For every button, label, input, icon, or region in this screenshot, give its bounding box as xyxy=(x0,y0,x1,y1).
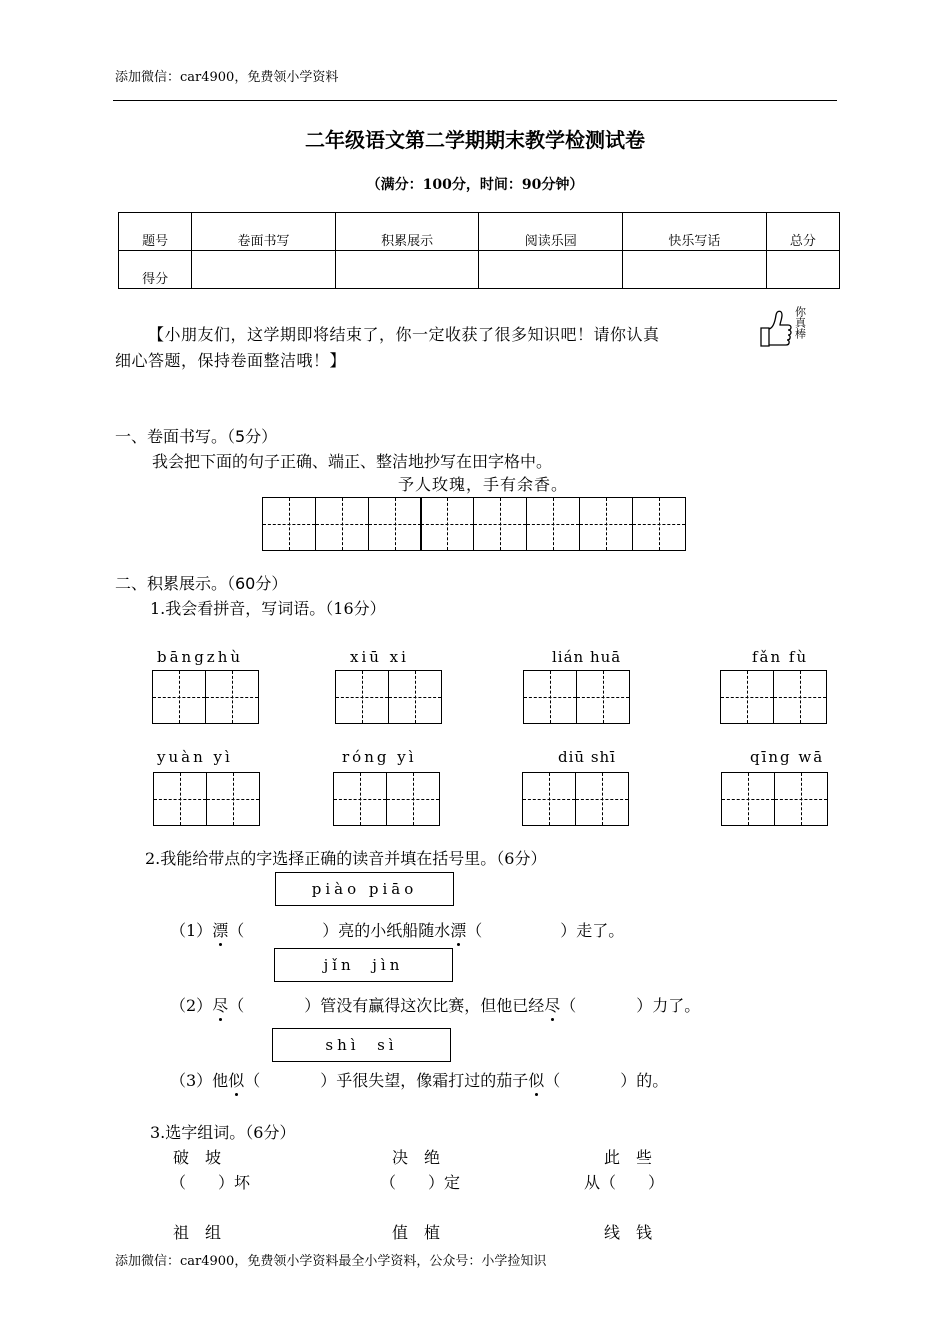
pinyin-label: qīng wā xyxy=(750,748,825,766)
q2-part: ）走了。 xyxy=(560,921,625,940)
pinyin-label: fǎn fù xyxy=(752,648,809,666)
word-grid[interactable] xyxy=(153,772,259,826)
q3-chars: 线 钱 xyxy=(604,1223,653,1242)
tianzi-cell[interactable] xyxy=(368,497,422,551)
page-title: 二年级语文第二学期期末教学检测试卷 xyxy=(305,128,645,152)
score-header-cell: 总分 xyxy=(766,213,839,251)
q2-part: ）的。 xyxy=(620,1071,669,1090)
dotted-char: 漂 xyxy=(450,921,467,940)
thumbs-up-icon xyxy=(755,302,811,352)
q3-blank[interactable]: （ ）坏 xyxy=(170,1173,251,1192)
score-header-cell: 积累展示 xyxy=(335,213,479,251)
section-1-instruction: 我会把下面的句子正确、端正、整洁地抄写在田字格中。 xyxy=(152,452,553,471)
score-header-cell: 快乐写话 xyxy=(623,213,767,251)
tianzi-cell[interactable] xyxy=(576,670,630,724)
score-header-cell: 题号 xyxy=(119,213,192,251)
tianzi-cell[interactable] xyxy=(152,670,206,724)
score-header-cell: 阅读乐园 xyxy=(479,213,623,251)
section-2-title: 二、积累展示。（60分） xyxy=(115,574,288,593)
tianzi-cell[interactable] xyxy=(205,670,259,724)
word-grid[interactable] xyxy=(721,772,827,826)
q3-chars: 祖 组 xyxy=(173,1223,222,1242)
pinyin-label: yuàn yì xyxy=(157,748,233,766)
dotted-char: 似 xyxy=(228,1071,245,1090)
q2-part: （ xyxy=(560,996,577,1015)
tianzi-cell[interactable] xyxy=(388,670,442,724)
score-row-label: 得分 xyxy=(119,251,192,289)
intro-line-2: 细心答题，保持卷面整洁哦！】 xyxy=(115,351,347,370)
score-table-header-row xyxy=(119,213,840,251)
tianzi-cell[interactable] xyxy=(153,772,207,826)
word-grid[interactable] xyxy=(335,670,441,724)
word-grid[interactable] xyxy=(523,670,629,724)
score-cell xyxy=(335,251,479,289)
dotted-char: 尽 xyxy=(212,996,229,1015)
q3-title: 3.选字组词。（6分） xyxy=(150,1123,296,1142)
pinyin-options-box: piào piāo xyxy=(275,872,454,906)
q2-sentence xyxy=(170,1068,668,1091)
dotted-char: 似 xyxy=(528,1071,545,1090)
q2-part: （ xyxy=(228,996,245,1015)
score-cell xyxy=(766,251,839,289)
dotted-char: 尽 xyxy=(544,996,561,1015)
q2-part: ）管没有赢得这次比赛，但他已经 xyxy=(304,996,545,1015)
tianzi-cell[interactable] xyxy=(721,772,775,826)
score-cell xyxy=(623,251,767,289)
q2-number: （2） xyxy=(170,996,213,1015)
header-rule xyxy=(113,100,837,101)
score-header-cell: 卷面书写 xyxy=(192,213,336,251)
q2-part: （ xyxy=(228,921,245,940)
tianzi-cell[interactable] xyxy=(720,670,774,724)
pinyin-options-box: shì sì xyxy=(272,1028,451,1062)
intro-text xyxy=(115,322,755,374)
q2-number: （3）他 xyxy=(170,1071,229,1090)
word-grid[interactable] xyxy=(152,670,258,724)
q2-number: （1） xyxy=(170,921,213,940)
q2-part: （ xyxy=(466,921,483,940)
tianzi-cell[interactable] xyxy=(386,772,440,826)
section-1-title: 一、卷面书写。（5分） xyxy=(115,427,278,446)
word-grid[interactable] xyxy=(333,772,439,826)
score-table-score-row xyxy=(119,251,840,289)
q2-part: ）乎很失望，像霜打过的茄子 xyxy=(320,1071,529,1090)
pinyin-options-box: jǐn jìn xyxy=(274,948,453,982)
tianzi-cell[interactable] xyxy=(262,497,316,551)
score-table xyxy=(118,212,840,289)
q3-chars: 值 植 xyxy=(392,1223,441,1242)
tianzi-cell[interactable] xyxy=(575,772,629,826)
tianzi-cell[interactable] xyxy=(774,772,828,826)
intro-line-1: 【小朋友们，这学期即将结束了，你一定收获了很多知识吧！请你认真 xyxy=(148,325,660,344)
pinyin-label: diū shī xyxy=(558,748,616,766)
q2-part: ）力了。 xyxy=(636,996,701,1015)
footer-note: 添加微信：car4900，免费领小学资料最全小学资料，公众号：小学捡知识 xyxy=(115,1254,547,1269)
tianzi-cell[interactable] xyxy=(315,497,369,551)
tianzi-cell[interactable] xyxy=(523,670,577,724)
word-grid[interactable] xyxy=(522,772,628,826)
tianzi-cell[interactable] xyxy=(206,772,260,826)
score-cell xyxy=(479,251,623,289)
tianzi-cell[interactable] xyxy=(773,670,827,724)
q2-part: ）亮的小纸船随水 xyxy=(322,921,451,940)
tianzi-cell[interactable] xyxy=(473,497,527,551)
q3-blank[interactable]: 从（ ） xyxy=(584,1173,665,1192)
tianzi-cell[interactable] xyxy=(333,772,387,826)
q2-title: 2.我能给带点的字选择正确的读音并填在括号里。（6分） xyxy=(145,849,547,868)
word-grid[interactable] xyxy=(720,670,826,724)
section-1-sentence: 予人玫瑰，手有余香。 xyxy=(398,475,569,494)
tianzi-cell[interactable] xyxy=(420,497,474,551)
tianzi-cell[interactable] xyxy=(579,497,633,551)
q1-title: 1.我会看拼音，写词语。（16分） xyxy=(150,599,386,618)
header-note: 添加微信：car4900，免费领小学资料 xyxy=(115,70,339,85)
tianzi-cell[interactable] xyxy=(632,497,686,551)
q2-part: （ xyxy=(244,1071,261,1090)
q2-sentence xyxy=(170,918,624,941)
q3-chars: 破 坡 xyxy=(173,1148,222,1167)
dotted-char: 漂 xyxy=(212,921,229,940)
pinyin-label: xiū xi xyxy=(350,648,409,666)
stamp-text: 你真棒 xyxy=(793,306,807,339)
pinyin-label: lián huā xyxy=(552,648,622,666)
writing-grid[interactable] xyxy=(262,497,685,551)
q2-sentence xyxy=(170,993,700,1016)
q3-chars: 决 绝 xyxy=(392,1148,441,1167)
pinyin-label: róng yì xyxy=(342,748,417,766)
pinyin-label: bāngzhù xyxy=(157,648,244,666)
page-subtitle: （满分：100分，时间：90分钟） xyxy=(366,177,584,193)
tianzi-cell[interactable] xyxy=(526,497,580,551)
tianzi-cell[interactable] xyxy=(522,772,576,826)
score-cell xyxy=(192,251,336,289)
q3-chars: 此 些 xyxy=(604,1148,653,1167)
q2-part: （ xyxy=(544,1071,561,1090)
tianzi-cell[interactable] xyxy=(335,670,389,724)
q3-blank[interactable]: （ ）定 xyxy=(380,1173,461,1192)
